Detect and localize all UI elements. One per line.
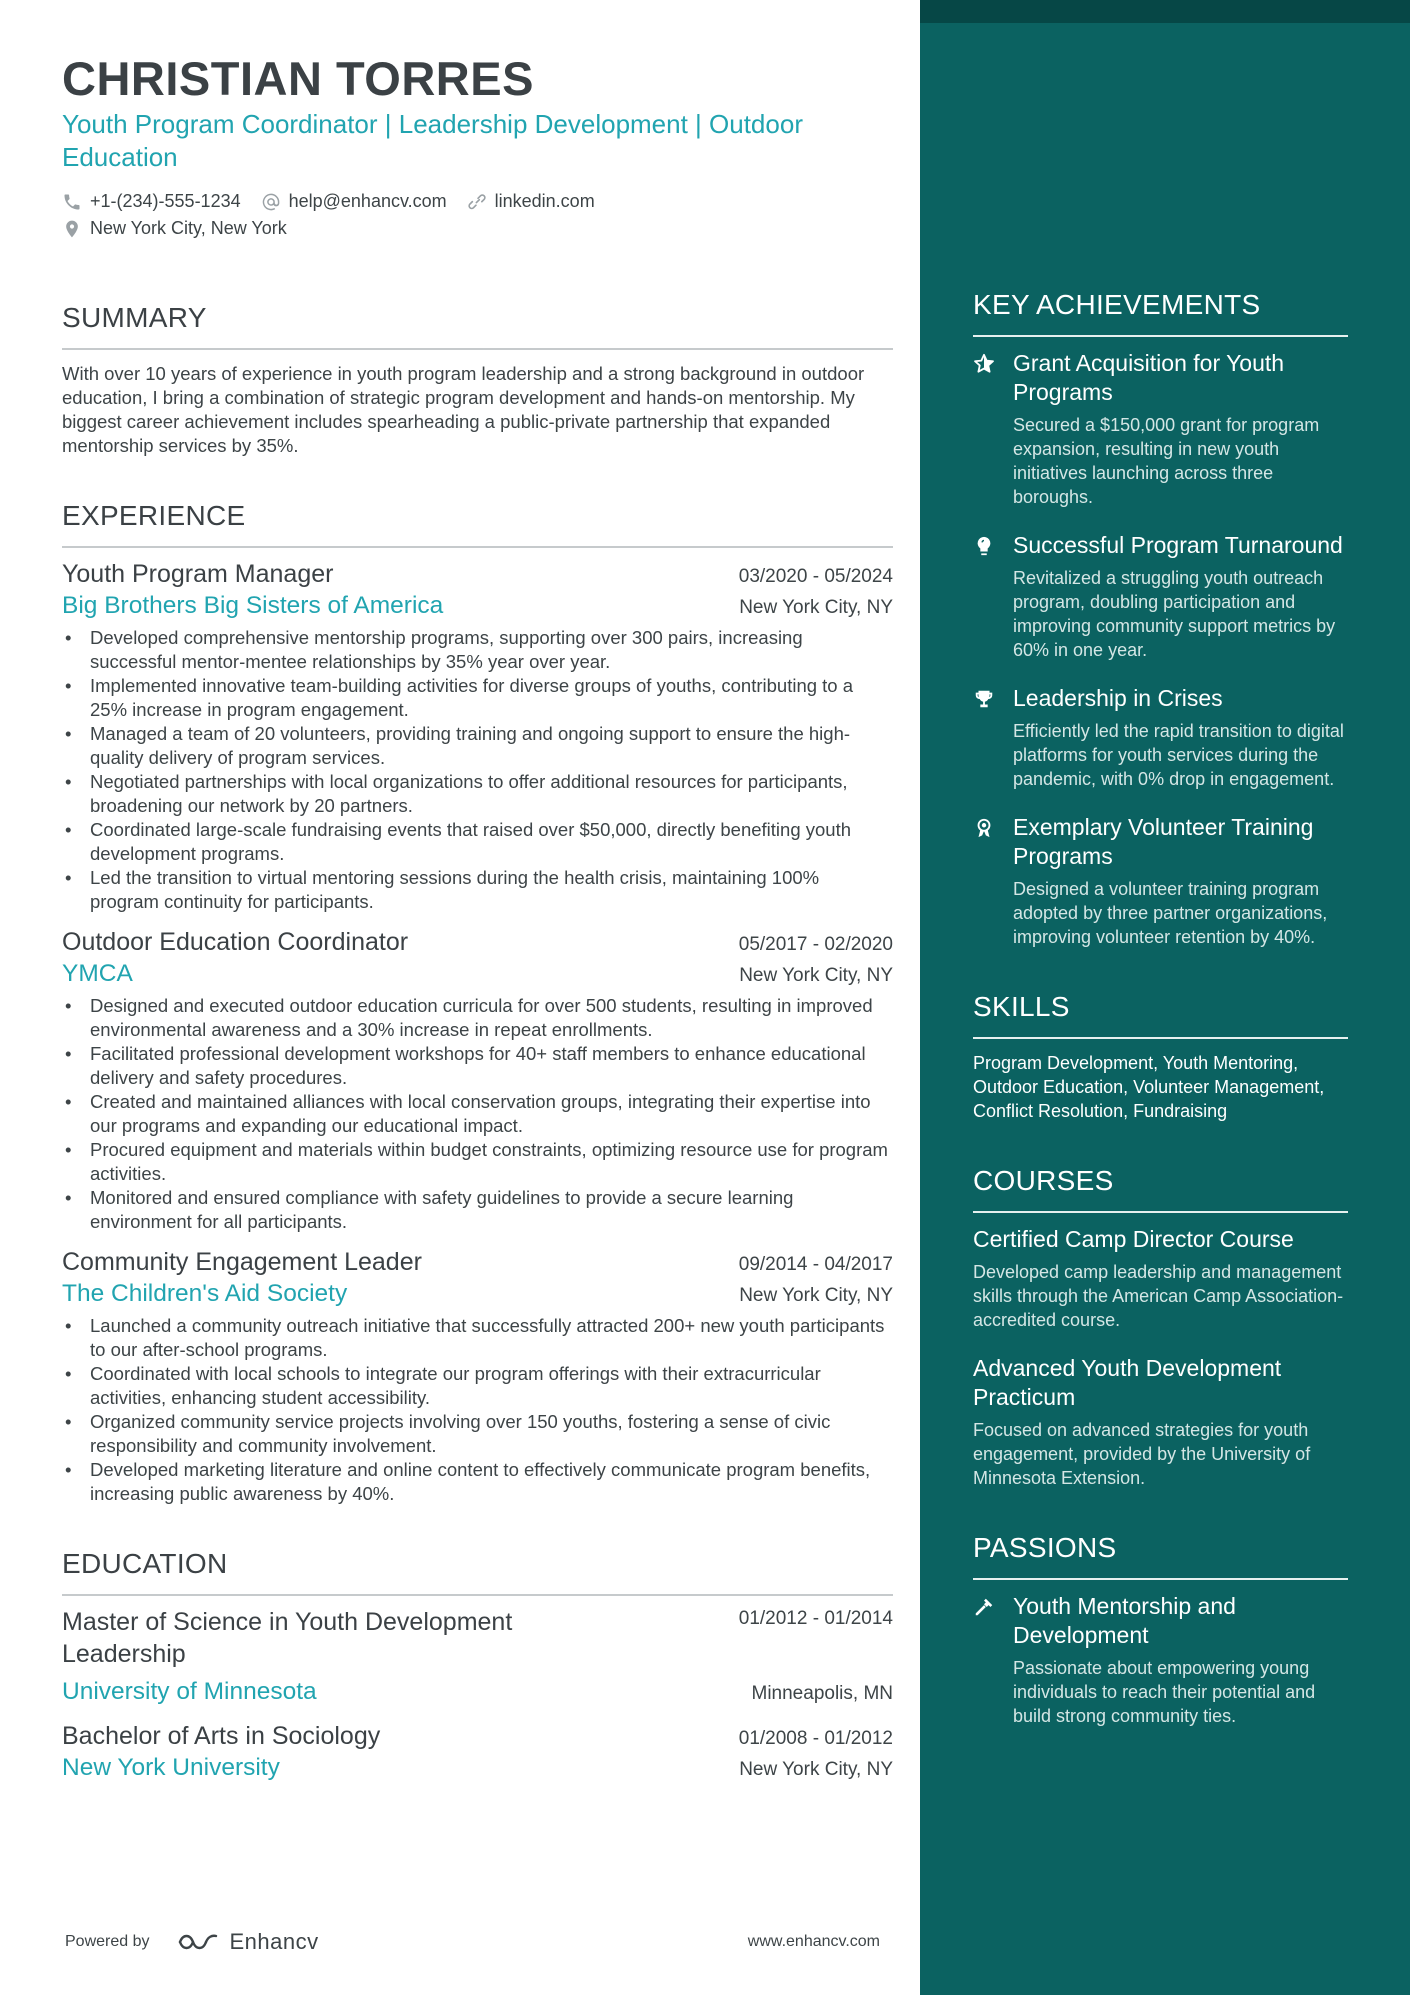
course-title: Certified Camp Director Course: [973, 1226, 1294, 1252]
summary-text: With over 10 years of experience in youth program leadership and a strong background in outdoor education, I bring a combination of strategic program development and hands-on mentorship. My biggest career achievement includes spearheading a public-private partnership that expanded mentorship services by 35%.: [62, 363, 865, 456]
achievement-desc: Revitalized a struggling youth outreach program, doubling participation and improving community support metrics by 60% in one year.: [1013, 568, 1336, 660]
job-entry: [62, 1246, 893, 1506]
skills-section: [973, 989, 1348, 1123]
job-bullets: [62, 626, 893, 914]
achievement-title: Exemplary Volunteer Training Programs: [1013, 814, 1314, 869]
footer-site[interactable]: www.enhancv.com: [747, 1933, 880, 1950]
headline: Youth Program Coordinator | Leadership Development | Outdoor Education: [62, 109, 803, 172]
candidate-name: CHRISTIAN TORRES: [62, 52, 534, 105]
tools-icon: [973, 1596, 995, 1618]
passions-section: [973, 1530, 1348, 1728]
education-section: [62, 1546, 893, 1784]
courses-section: [973, 1163, 1348, 1490]
star-icon: [973, 353, 995, 375]
linkedin-text: linkedin.com: [494, 191, 595, 211]
edu-dates: 01/2008 - 01/2012: [738, 1728, 893, 1749]
passions-title: PASSIONS: [973, 1530, 1348, 1580]
course-title: Advanced Youth Development Practicum: [973, 1355, 1282, 1410]
achievement-item: [973, 813, 1348, 949]
summary-section: [62, 300, 893, 458]
phone-icon: [62, 192, 82, 212]
award-ribbon-icon: [973, 817, 995, 839]
contact-linkedin[interactable]: [467, 188, 595, 215]
passion-title: Youth Mentorship and Development: [1013, 1593, 1236, 1648]
contact-info: [62, 188, 862, 242]
education-entry: [62, 1720, 893, 1784]
edu-location: New York City, NY: [739, 1759, 893, 1780]
job-dates: 09/2014 - 04/2017: [738, 1254, 893, 1275]
location-text: New York City, New York: [90, 218, 287, 238]
email-text: help@enhancv.com: [288, 191, 447, 211]
job-org: The Children's Aid Society: [62, 1280, 348, 1307]
education-entry: [62, 1606, 893, 1708]
job-location: New York City, NY: [739, 597, 893, 618]
trophy-icon: [973, 688, 995, 710]
course-item: [973, 1354, 1348, 1490]
course-desc: Focused on advanced strategies for youth engagement, provided by the University of Minnesota Extension.: [973, 1420, 1311, 1488]
contact-email[interactable]: [261, 188, 447, 215]
achievement-title: Successful Program Turnaround: [1013, 532, 1343, 558]
achievement-item: [973, 531, 1348, 662]
job-entry: [62, 558, 893, 914]
enhancv-logo[interactable]: [176, 1929, 319, 1955]
job-role: Community Engagement Leader: [62, 1248, 422, 1276]
contact-phone[interactable]: [62, 188, 241, 215]
passion-item: [973, 1592, 1348, 1728]
job-bullet: • Coordinated with local schools to integrate our program offerings with their extracurricular activities, enhancing student accessibility.: [62, 1362, 893, 1410]
job-bullet: • Negotiated partnerships with local organizations to offer additional resources for participants, broadening our network by 20 partners.: [62, 770, 893, 818]
at-icon: [261, 192, 281, 212]
job-bullet: • Coordinated large-scale fundraising events that raised over $50,000, directly benefiting youth development programs.: [62, 818, 893, 866]
achievements-section: [973, 287, 1348, 949]
edu-degree: Bachelor of Arts in Sociology: [62, 1722, 381, 1750]
job-bullet: • Launched a community outreach initiative that successfully attracted 200+ new youth participants to our after-school programs.: [62, 1314, 893, 1362]
course-desc: Developed camp leadership and management skills through the American Camp Association-accredited course.: [973, 1262, 1344, 1330]
contact-location: [62, 215, 842, 242]
experience-section: [62, 498, 893, 1506]
job-bullets: [62, 1314, 893, 1506]
job-dates: 05/2017 - 02/2020: [738, 934, 893, 955]
link-icon: [467, 192, 487, 212]
achievement-desc: Designed a volunteer training program adopted by three partner organizations, improving volunteer retention by 40%.: [1013, 879, 1328, 947]
job-role: Outdoor Education Coordinator: [62, 928, 409, 956]
achievement-title: Leadership in Crises: [1013, 685, 1223, 711]
job-bullet: • Procured equipment and materials within budget constraints, optimizing resource use for program activities.: [62, 1138, 893, 1186]
sidebar-top-bar: [920, 0, 1410, 23]
achievement-item: [973, 684, 1348, 791]
job-bullet: • Led the transition to virtual mentoring sessions during the health crisis, maintaining 100% program continuity for participants.: [62, 866, 893, 914]
job-bullet: • Managed a team of 20 volunteers, providing training and ongoing support to ensure the high-quality delivery of program services.: [62, 722, 893, 770]
achievement-title: Grant Acquisition for Youth Programs: [1013, 350, 1285, 405]
achievements-title: KEY ACHIEVEMENTS: [973, 287, 1348, 337]
summary-title: SUMMARY: [62, 300, 893, 350]
powered-by-label: Powered by: [65, 1933, 150, 1950]
job-bullet: • Developed marketing literature and online content to effectively communicate program benefits, increasing public awareness by 40%.: [62, 1458, 893, 1506]
job-org: Big Brothers Big Sisters of America: [62, 592, 444, 619]
job-location: New York City, NY: [739, 965, 893, 986]
edu-degree: Master of Science in Youth Development Leadership: [62, 1608, 513, 1668]
experience-title: EXPERIENCE: [62, 498, 893, 548]
achievement-item: [973, 349, 1348, 509]
lightbulb-icon: [973, 535, 995, 557]
powered-by: [65, 1929, 319, 1955]
education-title: EDUCATION: [62, 1546, 893, 1596]
job-bullet: • Organized community service projects involving over 150 youths, fostering a sense of civic responsibility and community involvement.: [62, 1410, 893, 1458]
phone-text: +1-(234)-555-1234: [90, 191, 241, 211]
course-item: [973, 1225, 1348, 1332]
job-bullet: • Implemented innovative team-building activities for diverse groups of youths, contributing to a 25% increase in program engagement.: [62, 674, 893, 722]
job-bullet: • Monitored and ensured compliance with safety guidelines to provide a secure learning environment for all participants.: [62, 1186, 893, 1234]
job-org: YMCA: [62, 960, 133, 987]
job-bullet: • Facilitated professional development workshops for 40+ staff members to enhance educational delivery and safety procedures.: [62, 1042, 893, 1090]
location-pin-icon: [62, 219, 82, 239]
job-bullet: • Developed comprehensive mentorship programs, supporting over 300 pairs, increasing successful mentor-mentee relationships by 35% year over year.: [62, 626, 893, 674]
job-bullet: • Designed and executed outdoor education curricula for over 500 students, resulting in improved environmental awareness and a 30% increase in repeat enrollments.: [62, 994, 893, 1042]
skills-title: SKILLS: [973, 989, 1348, 1039]
achievement-desc: Secured a $150,000 grant for program expansion, resulting in new youth initiatives launching across three boroughs.: [1013, 415, 1320, 507]
job-dates: 03/2020 - 05/2024: [738, 566, 893, 587]
job-entry: [62, 926, 893, 1234]
job-location: New York City, NY: [739, 1285, 893, 1306]
achievement-desc: Efficiently led the rapid transition to digital platforms for youth services during the pandemic, with 0% drop in engagement.: [1013, 721, 1344, 789]
passion-desc: Passionate about empowering young individuals to reach their potential and build strong community ties.: [1013, 1658, 1316, 1726]
footer: [65, 1929, 880, 1955]
job-role: Youth Program Manager: [62, 560, 334, 588]
edu-dates: 01/2012 - 01/2014: [738, 1608, 893, 1629]
job-bullet: • Created and maintained alliances with local conservation groups, integrating their expertise into our programs and expanding our educational impact.: [62, 1090, 893, 1138]
enhancv-brand: Enhancv: [229, 1929, 319, 1954]
edu-school: University of Minnesota: [62, 1678, 317, 1705]
skills-text: Program Development, Youth Mentoring, Outdoor Education, Volunteer Management, Conflict Resolution, Fundraising: [973, 1053, 1325, 1121]
job-bullets: [62, 994, 893, 1234]
edu-location: Minneapolis, MN: [751, 1683, 893, 1704]
enhancv-logo-icon: [176, 1930, 222, 1954]
courses-title: COURSES: [973, 1163, 1348, 1213]
sidebar: [920, 0, 1410, 1995]
edu-school: New York University: [62, 1754, 280, 1781]
